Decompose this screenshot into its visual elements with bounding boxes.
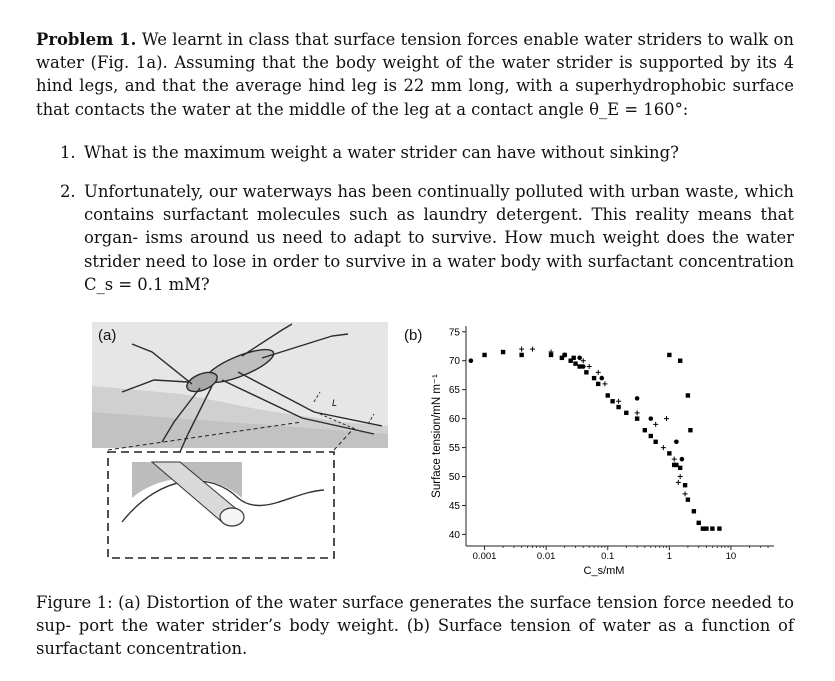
question-2-line-1: Unfortunately, our waterways has been continually polluted with urban waste, which bbox=[84, 182, 794, 201]
data-point-circle bbox=[674, 439, 679, 444]
data-point-square bbox=[649, 434, 653, 438]
data-point-square bbox=[683, 483, 687, 487]
data-point-square bbox=[686, 497, 690, 501]
data-point-square bbox=[704, 526, 708, 530]
data-point-square bbox=[686, 393, 690, 397]
intro-line-3: hind legs, and that the average hind leg is 22 mm long, with a superhydrophobic surface bbox=[36, 76, 794, 96]
data-point-square bbox=[674, 463, 678, 467]
figure-panel-a bbox=[92, 322, 388, 570]
data-point-plus bbox=[676, 480, 681, 485]
data-point-plus bbox=[596, 370, 601, 375]
data-point-square bbox=[667, 451, 671, 455]
data-point-plus bbox=[602, 381, 607, 386]
data-point-square bbox=[596, 382, 600, 386]
data-point-square bbox=[606, 393, 610, 397]
data-point-square bbox=[501, 350, 505, 354]
data-point-plus bbox=[661, 445, 666, 450]
question-1-line-1: What is the maximum weight a water strider can have without sinking? bbox=[84, 143, 679, 162]
question-2-line-3: isms around us need to adapt to survive. How much weight does the water strider need bbox=[84, 228, 794, 271]
data-point-plus bbox=[616, 399, 621, 404]
data-point-square bbox=[571, 356, 575, 360]
data-point-square bbox=[573, 361, 577, 365]
chart-y-axis-label: Surface tension/mN m⁻¹ bbox=[431, 374, 443, 498]
chart-x-axis-label: C_s/mM bbox=[583, 565, 625, 577]
data-point-circle bbox=[680, 457, 685, 462]
intro-line-2: water (Fig. 1a). Assuming that the body weight of the water strider is supported by its 4 bbox=[36, 53, 794, 73]
data-point-square bbox=[667, 353, 671, 357]
data-point-plus bbox=[519, 347, 524, 352]
data-point-square bbox=[710, 526, 714, 530]
question-2-line-2: contains surfactant molecules such as laundry detergent. This reality means that organ- bbox=[84, 205, 794, 248]
data-point-square bbox=[635, 416, 639, 420]
y-tick-label: 55 bbox=[448, 443, 460, 455]
y-tick-label: 40 bbox=[448, 529, 460, 541]
data-point-square bbox=[692, 509, 696, 513]
intro-line-1: We learnt in class that surface tension forces enable water striders to walk on bbox=[141, 30, 794, 49]
y-tick-label: 70 bbox=[448, 356, 460, 368]
figure-caption bbox=[36, 591, 794, 661]
data-point-square bbox=[678, 359, 682, 363]
question-2-line-4: to lose in order to survive in a water body with surfactant concentration C_s = 0.1 mM? bbox=[84, 251, 794, 294]
data-point-square bbox=[643, 428, 647, 432]
caption-line-3: concentration. bbox=[126, 639, 248, 659]
data-point-square bbox=[616, 405, 620, 409]
chart-axes bbox=[449, 326, 774, 562]
y-tick-label: 75 bbox=[448, 327, 460, 339]
caption-line-2: port the water strider’s body weight. (b) Surface tension of water as a function of surfactant bbox=[36, 616, 794, 659]
caption-line-1: Figure 1: (a) Distortion of the water surface generates the surface tension force needed to sup- bbox=[36, 593, 794, 636]
data-point-circle bbox=[581, 364, 586, 369]
y-tick-label: 60 bbox=[448, 414, 460, 426]
x-tick-label: 10 bbox=[725, 551, 737, 562]
data-point-plus bbox=[530, 347, 535, 352]
leg-length-label: L bbox=[332, 398, 338, 408]
data-point-square bbox=[592, 376, 596, 380]
x-tick-label: 0.001 bbox=[472, 551, 497, 562]
data-point-plus bbox=[635, 410, 640, 415]
panel-b-label: (b) bbox=[404, 327, 423, 344]
question-1-text bbox=[84, 141, 794, 164]
data-point-square bbox=[688, 428, 692, 432]
data-point-square bbox=[653, 440, 657, 444]
x-tick-label: 0.1 bbox=[601, 551, 615, 562]
data-point-plus bbox=[672, 457, 677, 462]
question-1-number: 1. bbox=[60, 143, 76, 162]
y-tick-label: 50 bbox=[448, 472, 460, 484]
data-point-circle bbox=[649, 416, 654, 421]
data-point-square bbox=[624, 411, 628, 415]
figure-panel-b bbox=[402, 318, 790, 580]
problem-heading: Problem 1. bbox=[36, 30, 137, 49]
data-point-square bbox=[610, 399, 614, 403]
data-point-plus bbox=[587, 364, 592, 369]
y-tick-label: 65 bbox=[448, 385, 460, 397]
data-point-circle bbox=[469, 358, 474, 363]
panel-a-label: (a) bbox=[98, 327, 117, 344]
question-2-text bbox=[84, 180, 794, 296]
data-point-plus bbox=[683, 491, 688, 496]
data-point-circle bbox=[635, 396, 640, 401]
data-point-square bbox=[678, 466, 682, 470]
data-point-square bbox=[697, 521, 701, 525]
data-point-square bbox=[482, 353, 486, 357]
question-2-number: 2. bbox=[60, 182, 76, 201]
x-tick-label: 1 bbox=[666, 551, 672, 562]
data-point-square bbox=[584, 370, 588, 374]
y-tick-label: 45 bbox=[448, 500, 460, 512]
problem-intro bbox=[36, 28, 794, 121]
data-point-circle bbox=[599, 376, 604, 381]
data-point-square bbox=[717, 526, 721, 530]
data-point-circle bbox=[577, 356, 582, 361]
data-point-plus bbox=[664, 416, 669, 421]
x-tick-label: 0.01 bbox=[536, 551, 556, 562]
chart-marks bbox=[469, 347, 722, 531]
data-point-plus bbox=[653, 422, 658, 427]
data-point-square bbox=[519, 353, 523, 357]
intro-line-4: that contacts the water at the middle of the leg at a contact angle θ_E = 160°: bbox=[36, 99, 689, 119]
data-point-plus bbox=[678, 474, 683, 479]
